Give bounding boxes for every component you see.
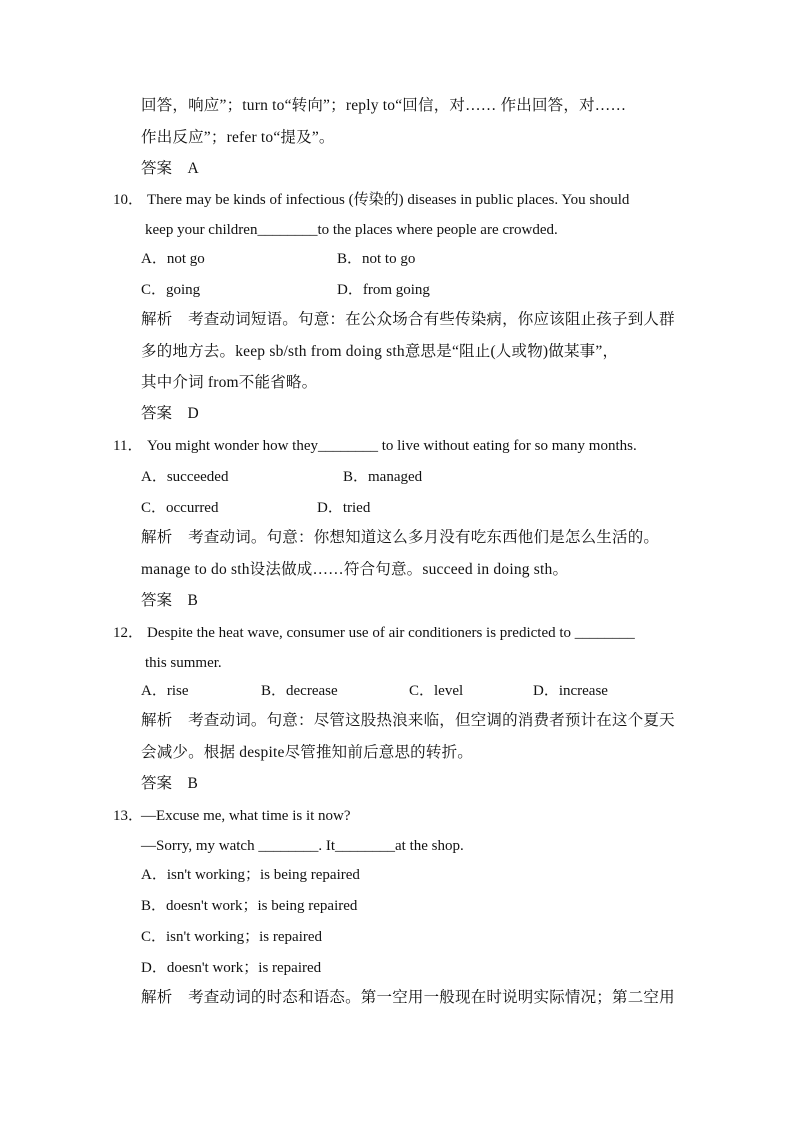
q11-option-b: B．managed xyxy=(343,469,423,485)
carryover-answer: 答案 A xyxy=(141,160,199,177)
q11-explanation-line-2: manage to do sth设法做成……符合句意。succeed in doing sth。 xyxy=(141,561,569,578)
q10-stem-line-2: keep your children________to the places where people are crowded. xyxy=(145,222,558,238)
q13-stem-line-1: —Excuse me, what time is it now? xyxy=(141,808,351,824)
q13-stem-line-2: —Sorry, my watch ________. It________at the shop. xyxy=(141,838,464,854)
q12-option-c: C．level xyxy=(409,683,464,699)
q11-number: 11． xyxy=(113,438,143,454)
q10-explanation-line-3: 其中介词 from不能省略。 xyxy=(141,374,318,391)
q12-option-d: D．increase xyxy=(533,683,608,699)
q11-option-a: A．succeeded xyxy=(141,469,229,485)
carryover-line-1: 回答，响应”；turn to“转向”；reply to“回信，对…… 作出回答，对…… xyxy=(141,97,627,114)
q13-option-c: C．isn't working；is repaired xyxy=(141,929,323,945)
q10-answer: 答案 D xyxy=(141,405,199,422)
q12-explanation-line-1: 解析 考查动词。句意：尽管这股热浪来临，但空调的消费者预计在这个夏天 xyxy=(141,712,675,729)
q10-explanation-line-1: 解析 考查动词短语。句意：在公众场合有些传染病，你应该阻止孩子到人群 xyxy=(141,311,675,328)
q10-number: 10． xyxy=(113,192,144,208)
q13-option-a: A．isn't working；is being repaired xyxy=(141,867,360,883)
q12-option-b: B．decrease xyxy=(261,683,338,699)
q11-explanation-line-1: 解析 考查动词。句意：你想知道这么多月没有吃东西他们是怎么生活的。 xyxy=(141,529,660,546)
q12-number: 12． xyxy=(113,625,144,641)
q13-explanation-line-1: 解析 考查动词的时态和语态。第一空用一般现在时说明实际情况；第二空用 xyxy=(141,989,675,1006)
q12-stem-line-1: Despite the heat wave, consumer use of air conditioners is predicted to ________ xyxy=(147,625,635,641)
q10-option-a: A．not go xyxy=(141,251,205,267)
q10-option-b: B．not to go xyxy=(337,251,416,267)
q12-option-a: A．rise xyxy=(141,683,189,699)
q13-number: 13． xyxy=(113,808,144,824)
q11-option-d: D．tried xyxy=(317,500,371,516)
q10-stem-line-1: There may be kinds of infectious (传染的) diseases in public places. You should xyxy=(147,192,630,208)
q12-stem-line-2: this summer. xyxy=(145,655,222,671)
q10-option-d: D．from going xyxy=(337,282,430,298)
q10-explanation-line-2: 多的地方去。keep sb/sth from doing sth意思是“阻止(人或物)做某事”， xyxy=(141,343,619,360)
q13-option-d: D．doesn't work；is repaired xyxy=(141,960,322,976)
carryover-line-2: 作出反应”；refer to“提及”。 xyxy=(141,129,335,146)
q12-explanation-line-2: 会减少。根据 despite尽管推知前后意思的转折。 xyxy=(141,744,473,761)
q12-answer: 答案 B xyxy=(141,775,198,792)
q10-option-c: C．going xyxy=(141,282,201,298)
q11-answer: 答案 B xyxy=(141,592,198,609)
q13-option-b: B．doesn't work；is being repaired xyxy=(141,898,358,914)
q11-option-c: C．occurred xyxy=(141,500,219,516)
q11-stem-line-1: You might wonder how they________ to live without eating for so many months. xyxy=(147,438,637,454)
